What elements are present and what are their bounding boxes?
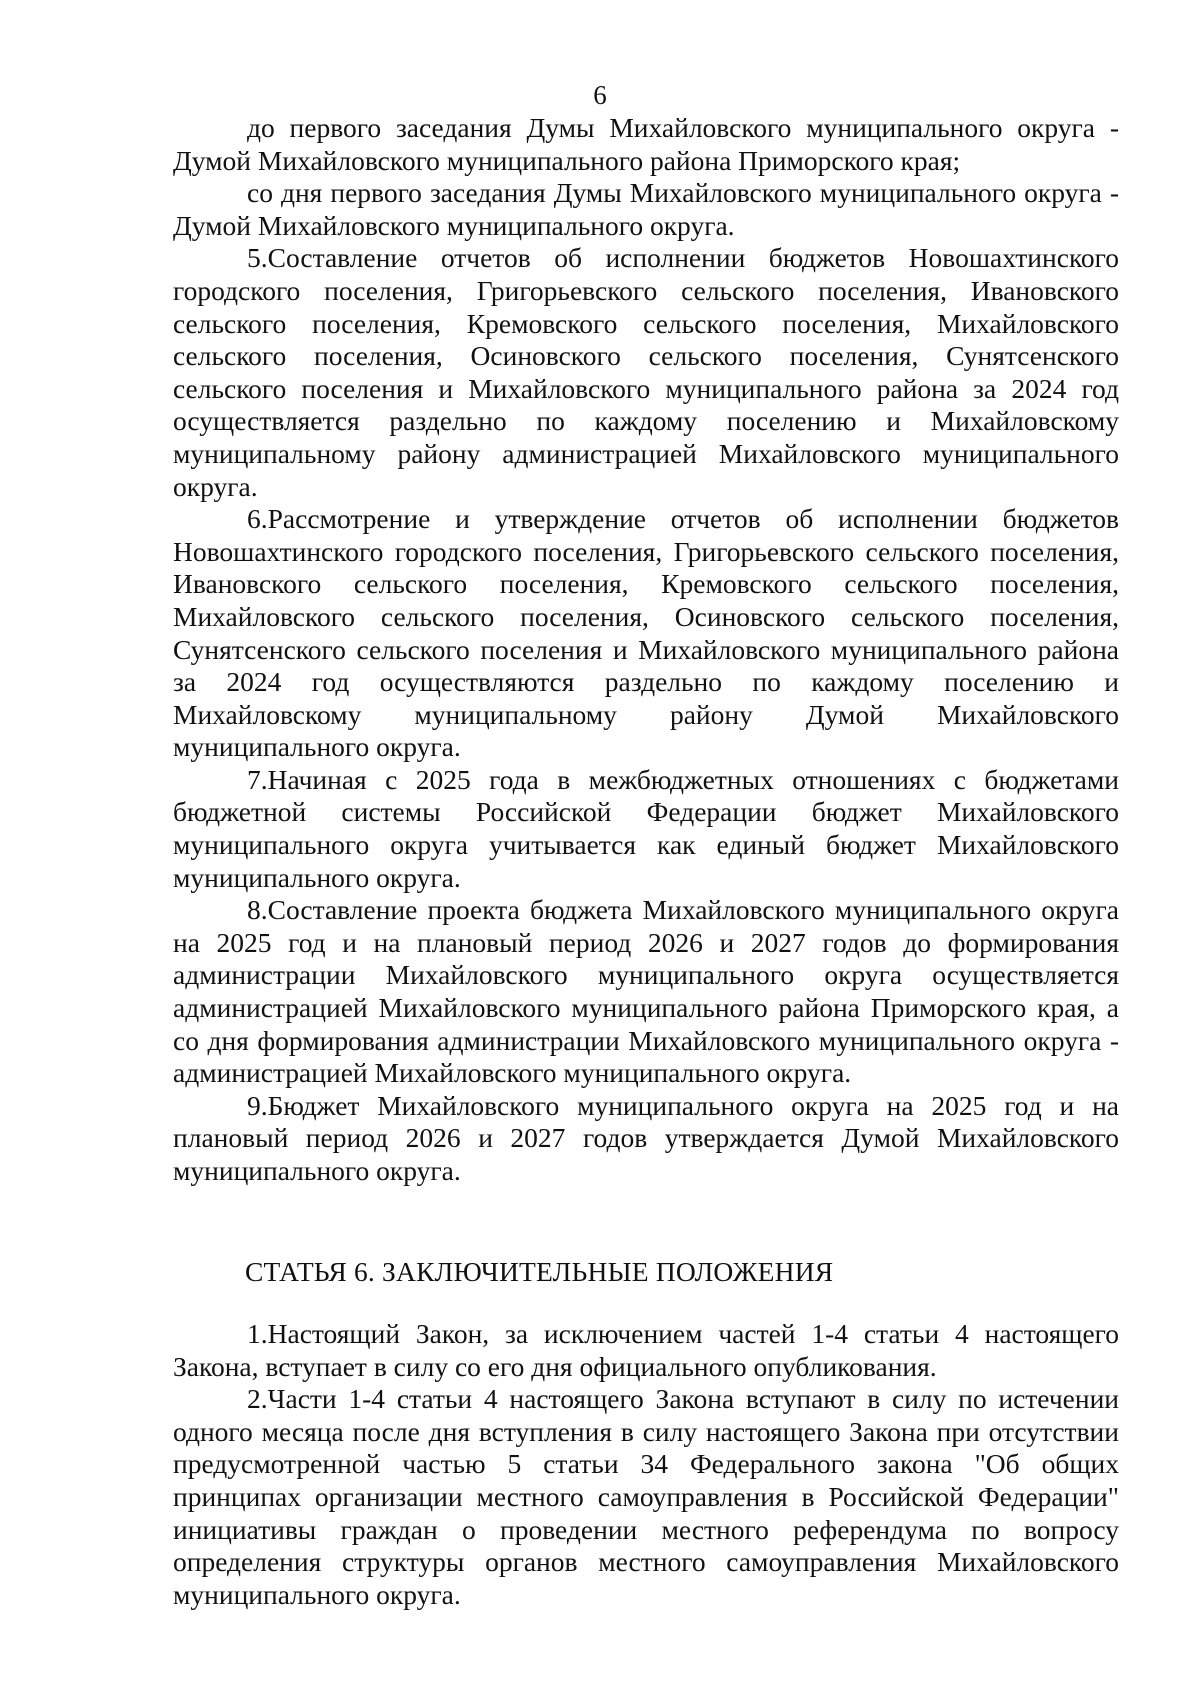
article6-body [173,1318,1119,1611]
article6-heading: СТАТЬЯ 6. ЗАКЛЮЧИТЕЛЬНЫЕ ПОЛОЖЕНИЯ [245,1256,834,1287]
paragraph-8-budget-draft: 8.Составление проекта бюджета Михайловского муниципального округа на 2025 год и на плановый период 2026 и 2027 годов до формирования администрации Михайловского муниципального округа осуществляется администрацией Михайловского муниципального района Приморского края, а со дня формирования администрации Михайловского муниципального округа - администрацией Михайловского муниципального округа. [173,894,1119,1089]
paragraph-9-budget-approval: 9.Бюджет Михайловского муниципального округа на 2025 год и на плановый период 2026 и 2027 годов утверждается Думой Михайловского муниципального округа. [173,1089,1119,1186]
paragraph-7-single-budget: 7.Начиная с 2025 года в межбюджетных отношениях с бюджетами бюджетной системы Российской Федерации бюджет Михайловского муниципального округа учитывается как единый бюджет Михайловского муниципального округа. [173,763,1119,893]
paragraph-6-report-approval: 6.Рассмотрение и утверждение отчетов об исполнении бюджетов Новошахтинского городского поселения, Григорьевского сельского поселения, Ивановского сельского поселения, Кремовского сельского поселения, Михайловского сельского поселения, Осиновского сельского поселения, Сунятсенского сельского поселения и Михайловского муниципального района за 2024 год осуществляются раздельно по каждому поселению и Михайловскому муниципальному району Думой Михайловского муниципального округа. [173,503,1119,763]
page-number: 6 [593,80,607,110]
article6-paragraph-2: 2.Части 1-4 статьи 4 настоящего Закона вступают в силу по истечении одного месяца после дня вступления в силу настоящего Закона при отсутствии предусмотренной частью 5 статьи 34 Федерального закона "Об общих принципах организации местного самоуправления в Российской Федерации" инициативы граждан о проведении местного референдума по вопросу определения структуры органов местного самоуправления Михайловского муниципального округа. [173,1383,1119,1610]
article5-continuation [173,112,1119,1188]
paragraph-from-first-session: со дня первого заседания Думы Михайловского муниципального округа - Думой Михайловского муниципального округа. [173,177,1119,241]
paragraph-until-first-session: до первого заседания Думы Михайловского муниципального округа - Думой Михайловского муниципального района Приморского края; [173,112,1119,176]
article6-paragraph-1: 1.Настоящий Закон, за исключением частей 1-4 статьи 4 настоящего Закона, вступает в силу со его дня официального опубликования. [173,1318,1119,1382]
paragraph-5-budget-reports: 5.Составление отчетов об исполнении бюджетов Новошахтинского городского поселения, Григорьевского сельского поселения, Ивановского сельского поселения, Кремовского сельского поселения, Михайловского сельского поселения, Осиновского сельского поселения, Сунятсенского сельского поселения и Михайловского муниципального района за 2024 год осуществляется раздельно по каждому поселению и Михайловскому муниципальному району администрацией Михайловского муниципального округа. [173,242,1119,502]
